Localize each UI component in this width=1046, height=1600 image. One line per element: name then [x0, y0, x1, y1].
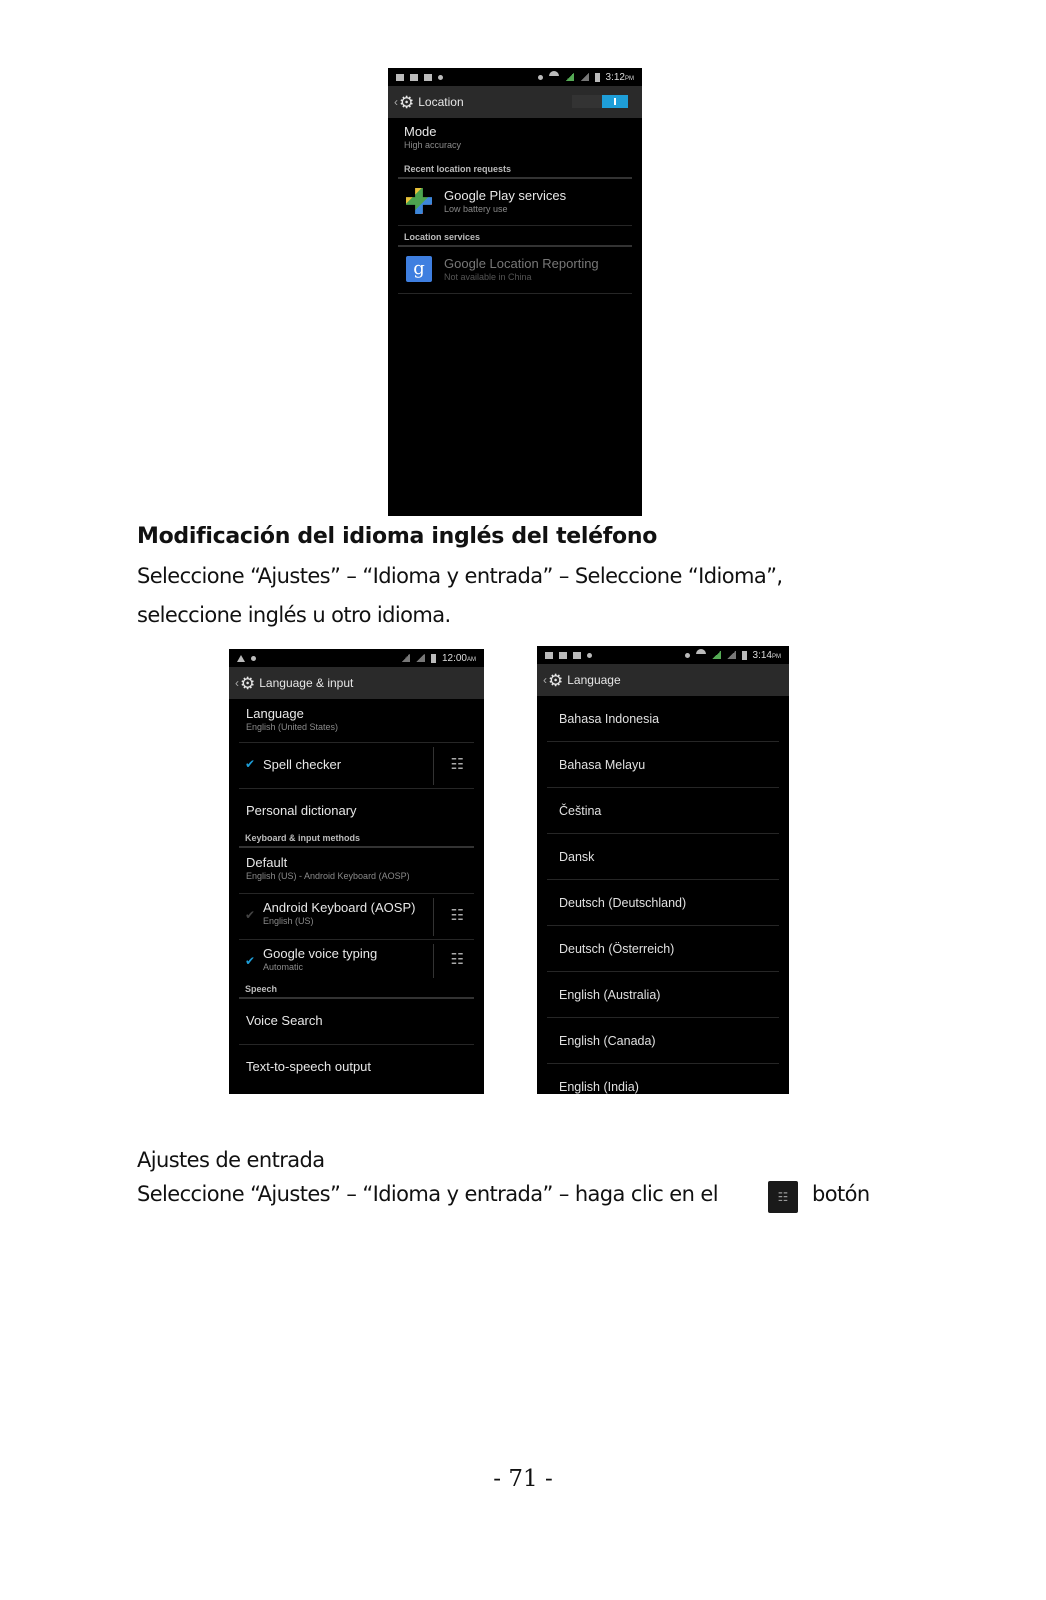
mode-value: High accuracy — [404, 140, 462, 150]
section-location-services: Location services — [398, 226, 632, 247]
gear-icon: ⚙ — [548, 670, 564, 690]
list-item[interactable]: Bahasa Melayu — [547, 742, 779, 788]
screen-title: Language — [567, 673, 621, 687]
screen-title: Location — [418, 95, 464, 109]
list-item[interactable]: English (Canada) — [547, 1018, 779, 1064]
battery-icon — [431, 654, 436, 663]
status-time: 3:12PM — [605, 71, 634, 83]
instruction-line-3: Seleccione “Ajustes” – “Idioma y entrada” – haga clic en el — [137, 1182, 718, 1206]
personal-dictionary-row[interactable] — [239, 789, 474, 833]
action-bar[interactable] — [537, 664, 789, 696]
default-title: Default — [246, 855, 288, 870]
divider — [433, 898, 434, 936]
tts-output-row[interactable] — [239, 1045, 474, 1085]
bluetooth-icon — [538, 75, 543, 80]
voice-search-label: Voice Search — [246, 1013, 323, 1028]
status-bar — [388, 68, 642, 86]
signal-icon-2 — [416, 654, 425, 662]
wifi-icon — [549, 71, 559, 83]
list-item[interactable]: English (India) — [559, 1079, 639, 1094]
status-time: 12:00AM — [441, 652, 476, 664]
language-list — [537, 696, 789, 1094]
section-recent-requests: Recent location requests — [398, 159, 632, 179]
signal-icon-2 — [580, 73, 589, 81]
tune-icon[interactable]: ☷ — [450, 951, 464, 968]
mode-row[interactable] — [398, 118, 632, 159]
tune-icon[interactable]: ☷ — [450, 756, 464, 773]
tune-icon[interactable]: ☷ — [450, 907, 464, 924]
subheading: Ajustes de entrada — [137, 1148, 325, 1172]
status-bar — [537, 646, 789, 664]
list-item[interactable]: Deutsch (Österreich) — [547, 926, 779, 972]
personal-dictionary-label: Personal dictionary — [246, 803, 357, 818]
google-location-reporting-row[interactable] — [398, 247, 632, 294]
bluetooth-icon — [685, 653, 690, 658]
back-chevron-icon[interactable]: ‹ — [235, 676, 239, 690]
instruction-line-1: Seleccione “Ajustes” – “Idioma y entrada” – Seleccione “Idioma”, — [137, 564, 783, 588]
list-item[interactable]: Deutsch (Deutschland) — [547, 880, 779, 926]
alert-icon — [438, 75, 443, 80]
wifi-icon — [696, 649, 706, 661]
app-name: Google Play services — [444, 188, 567, 203]
spell-checker-row[interactable] — [239, 743, 474, 789]
signal-icon — [401, 654, 410, 662]
list-item[interactable]: Čeština — [547, 788, 779, 834]
google-play-services-icon — [406, 188, 432, 214]
toggle-knob — [602, 95, 628, 108]
usb-icon — [559, 652, 567, 659]
location-toggle[interactable] — [572, 95, 628, 108]
service-status: Not available in China — [444, 272, 532, 282]
divider — [433, 944, 434, 978]
battery-icon — [742, 651, 747, 660]
section-speech: Speech — [239, 980, 474, 999]
checkmark-icon[interactable]: ✔ — [245, 954, 256, 968]
list-item[interactable]: Dansk — [547, 834, 779, 880]
status-time: 3:14PM — [752, 649, 781, 661]
notification-icon — [396, 74, 404, 81]
checkmark-icon[interactable]: ✔ — [245, 757, 256, 771]
android-keyboard-sub: English (US) — [263, 916, 314, 926]
storage-icon — [424, 74, 432, 81]
google-play-services-row[interactable] — [398, 179, 632, 226]
divider — [433, 747, 434, 785]
instruction-line-2: seleccione inglés u otro idioma. — [137, 603, 451, 627]
google-settings-icon: g — [406, 256, 432, 282]
back-chevron-icon[interactable]: ‹ — [394, 95, 398, 109]
spell-checker-label: Spell checker — [263, 757, 342, 772]
location-screenshot — [388, 68, 642, 516]
section-heading: Modificación del idioma inglés del teléfono — [137, 524, 658, 549]
signal-icon — [565, 73, 574, 81]
default-row[interactable] — [239, 848, 474, 894]
gear-icon: ⚙ — [240, 673, 256, 693]
google-voice-label: Google voice typing — [263, 946, 378, 961]
list-item[interactable]: English (Australia) — [547, 972, 779, 1018]
section-keyboard-input: Keyboard & input methods — [239, 833, 474, 848]
google-voice-sub: Automatic — [263, 962, 304, 972]
google-voice-typing-row[interactable] — [239, 940, 474, 980]
tts-output-label: Text-to-speech output — [246, 1059, 372, 1074]
battery-icon — [595, 73, 600, 82]
usb-icon — [410, 74, 418, 81]
checkmark-icon[interactable]: ✔ — [245, 908, 256, 922]
action-bar[interactable] — [229, 667, 484, 699]
android-keyboard-label: Android Keyboard (AOSP) — [263, 900, 416, 915]
page-number: - 71 - — [493, 1466, 553, 1492]
app-usage: Low battery use — [444, 204, 508, 214]
default-value: English (US) - Android Keyboard (AOSP) — [246, 871, 410, 881]
action-bar[interactable] — [388, 86, 642, 118]
status-bar — [229, 649, 484, 667]
signal-icon — [712, 651, 721, 659]
warning-icon — [237, 655, 245, 662]
gear-icon: ⚙ — [399, 92, 415, 112]
instruction-line-3-end: botón — [812, 1182, 870, 1206]
storage-icon — [573, 652, 581, 659]
language-input-screenshot — [229, 649, 484, 1094]
language-list-screenshot — [537, 646, 789, 1094]
service-name: Google Location Reporting — [444, 256, 599, 271]
back-chevron-icon[interactable]: ‹ — [543, 673, 547, 687]
alert-icon — [587, 653, 592, 658]
signal-icon-2 — [727, 651, 736, 659]
language-value: English (United States) — [246, 722, 339, 732]
tune-button-icon: ☷ — [768, 1181, 798, 1213]
voice-search-row[interactable] — [239, 999, 474, 1045]
language-row[interactable] — [239, 699, 474, 743]
notification-icon — [545, 652, 553, 659]
list-item[interactable]: Bahasa Indonesia — [547, 696, 779, 742]
screen-title: Language & input — [259, 676, 354, 690]
alert-icon — [251, 656, 256, 661]
language-title: Language — [246, 706, 304, 721]
mode-title: Mode — [404, 124, 437, 139]
android-keyboard-row[interactable] — [239, 894, 474, 940]
